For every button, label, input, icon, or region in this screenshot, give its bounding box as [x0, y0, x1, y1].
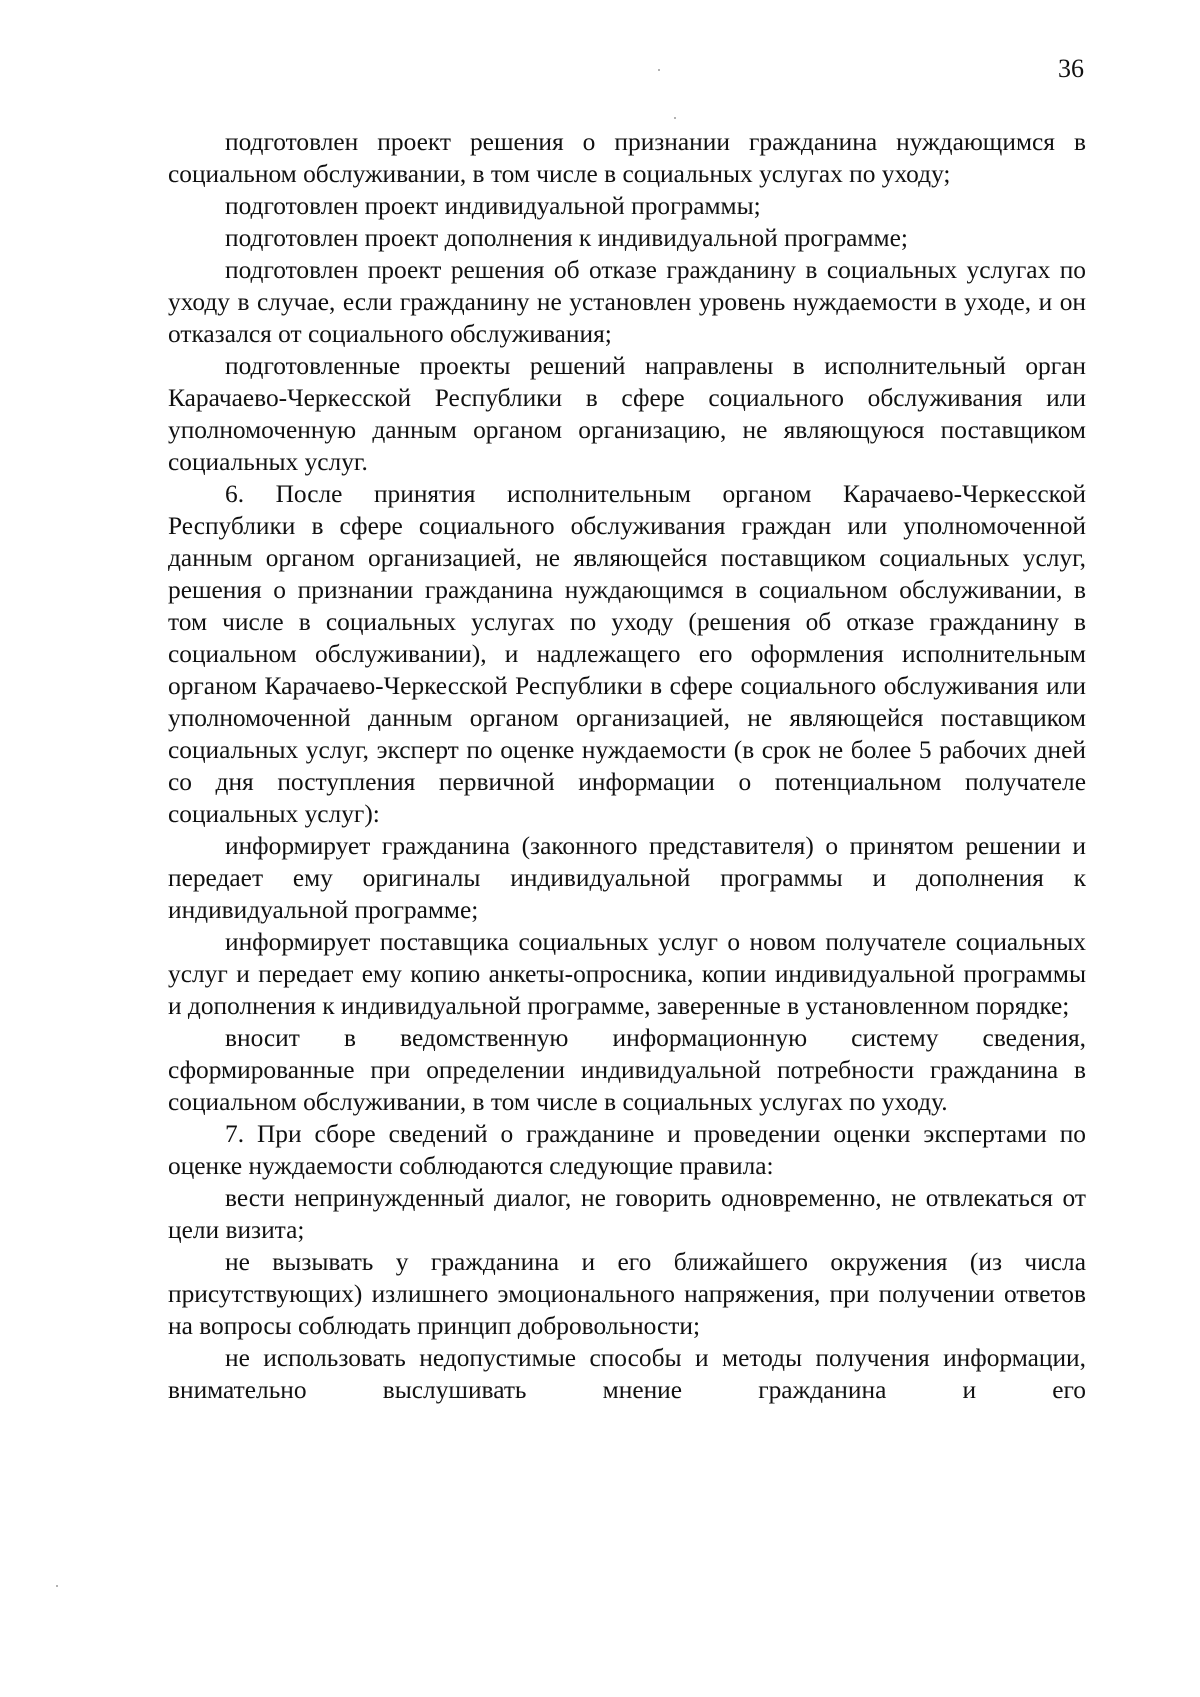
paragraph: не вызывать у гражданина и его ближайшего окружения (из числа присутствующих) излишнего эмоционального напряжения, при получении ответов на вопросы соблюдать принцип добровольности; — [168, 1248, 1086, 1340]
paragraph: вносит в ведомственную информационную систему сведения, сформированные при определении индивидуальной потребности гражданина в социальном обслуживании, в том числе в социальных услугах по уходу. — [168, 1024, 1086, 1116]
scan-speck — [56, 1585, 58, 1587]
paragraph: подготовлен проект индивидуальной программы; — [225, 192, 761, 220]
page-number: 36 — [1058, 54, 1084, 83]
scan-speck — [674, 117, 676, 119]
paragraph: вести непринужденный диалог, не говорить одновременно, не отвлекаться от цели визита; — [168, 1184, 1086, 1244]
scan-speck — [658, 69, 660, 71]
paragraph: 6. После принятия исполнительным органом Карачаево-Черкесской Республики в сфере социального обслуживания граждан или уполномоченной данным органом организацией, не являющейся поставщиком социальных услуг, решения о признании гражданина нуждающимся в социальном обслуживании, в том числе в социальных услугах по уходу (решения об отказе гражданину в социальном обслуживании), и надлежащего его оформления исполнительным органом Карачаево-Черкесской Республики в сфере социального обслуживания или уполномоченной данным органом организацией, не являющейся поставщиком социальных услуг, эксперт по оценке нуждаемости (в срок не более 5 рабочих дней со дня поступления первичной информации о потенциальном получателе социальных услуг): — [168, 480, 1086, 828]
paragraph: подготовлен проект решения об отказе гражданину в социальных услугах по уходу в случае, если гражданину не установлен уровень нуждаемости в уходе, и он отказался от социального обслуживания; — [168, 256, 1086, 348]
paragraph: информирует поставщика социальных услуг о новом получателе социальных услуг и передает ему копию анкеты-опросника, копии индивидуальной программы и дополнения к индивидуальной программе, заверенные в установленном порядке; — [168, 928, 1086, 1020]
paragraph: подготовлен проект дополнения к индивидуальной программе; — [225, 224, 908, 252]
paragraph: подготовлен проект решения о признании гражданина нуждающимся в социальном обслуживании, в том числе в социальных услугах по уходу; — [168, 128, 1086, 188]
paragraph: информирует гражданина (законного представителя) о принятом решении и передает ему оригиналы индивидуальной программы и дополнения к индивидуальной программе; — [168, 832, 1086, 924]
document-body — [168, 126, 1086, 1406]
paragraph: 7. При сборе сведений о гражданине и проведении оценки экспертами по оценке нуждаемости соблюдаются следующие правила: — [168, 1120, 1086, 1180]
paragraph: подготовленные проекты решений направлены в исполнительный орган Карачаево-Черкесской Республики в сфере социального обслуживания или уполномоченную данным органом организацию, не являющуюся поставщиком социальных услуг. — [168, 352, 1086, 476]
paragraph: не использовать недопустимые способы и методы получения информации, внимательно выслушивать мнение гражданина и его — [168, 1344, 1086, 1404]
